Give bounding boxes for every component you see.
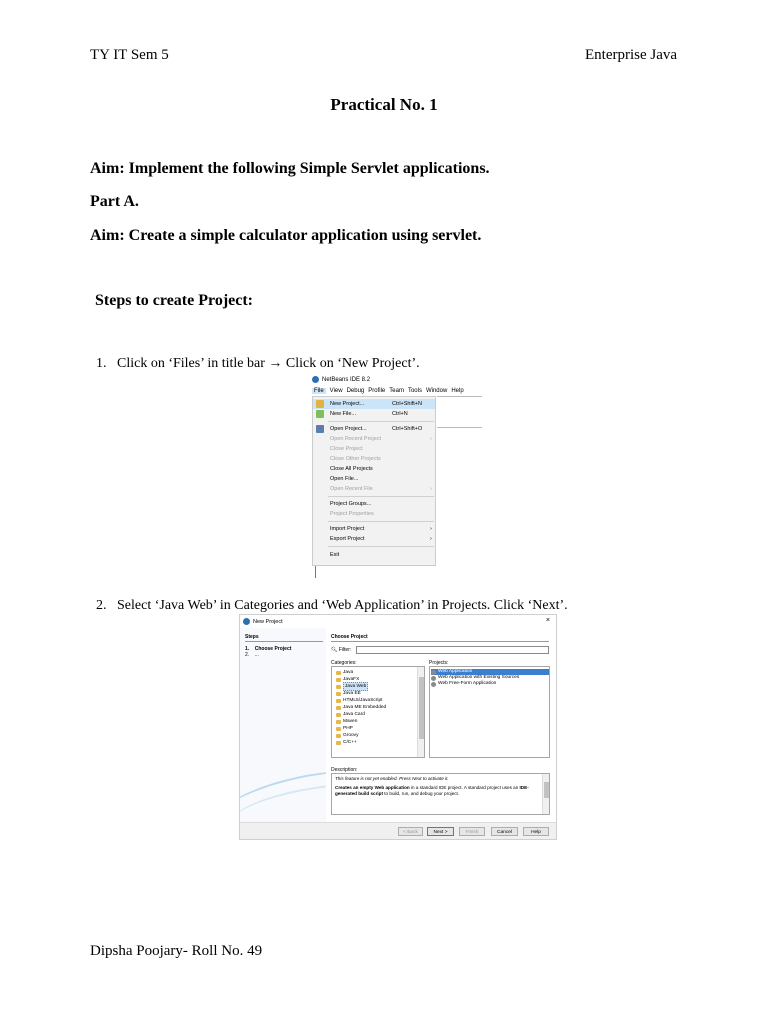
- folder-icon: [336, 699, 341, 703]
- search-icon: 🔍︎: [331, 647, 338, 653]
- category-label: PHP: [343, 726, 353, 731]
- projects-label: Projects:: [429, 660, 449, 666]
- folder-icon: [336, 720, 341, 724]
- menu-item-import-project[interactable]: [313, 524, 435, 534]
- menu-item-label: Close All Projects: [330, 466, 373, 472]
- menu-item-open-project[interactable]: [313, 424, 435, 434]
- description-bold-2: IDE-generated build script: [335, 785, 529, 796]
- wizard-steps-panel: [240, 628, 326, 822]
- project-label: Web Free-Form Application: [438, 681, 497, 686]
- help-button[interactable]: Help: [523, 827, 549, 836]
- menu-item-label: Export Project: [330, 536, 365, 542]
- header-right: Enterprise Java: [585, 47, 678, 63]
- menu-item-label: New Project...: [330, 401, 365, 407]
- practical-title: Practical No. 1: [330, 95, 438, 114]
- category-label: C/C++: [343, 740, 357, 745]
- steps-title: Steps: [245, 634, 259, 640]
- menu-debug[interactable]: Debug: [346, 388, 365, 394]
- menu-item-label: Project Groups...: [330, 501, 372, 507]
- close-icon[interactable]: ×: [545, 617, 550, 624]
- description-box: [331, 773, 550, 815]
- menu-item-new-project[interactable]: [313, 399, 435, 409]
- filter-input[interactable]: [356, 646, 549, 654]
- steps-divider: [245, 641, 323, 642]
- aim-sub: Aim: Create a simple calculator application using servlet.: [90, 227, 482, 244]
- submenu-arrow-icon: ›: [430, 536, 432, 542]
- menu-item-label: Close Other Projects: [330, 456, 381, 462]
- category-label: Java Web: [345, 684, 367, 689]
- category-label: JavaFX: [343, 677, 360, 682]
- folder-icon: [336, 727, 341, 731]
- panel-divider: [331, 641, 549, 642]
- description-bold-1: Creates an empty Web application: [335, 785, 410, 790]
- back-button[interactable]: < Back: [398, 827, 423, 836]
- menu-item-label: Import Project: [330, 526, 365, 532]
- submenu-arrow-icon: ›: [430, 526, 432, 532]
- menu-file[interactable]: File: [314, 388, 324, 394]
- menu-item-close-other-projects[interactable]: [313, 454, 435, 464]
- netbeans-window-title: NetBeans IDE 8.2: [322, 376, 371, 383]
- folder-icon: [336, 713, 341, 717]
- choose-project-panel: [328, 628, 555, 822]
- step-choose-project: 1. Choose Project: [245, 646, 292, 652]
- step-next: 2. ...: [245, 652, 259, 658]
- menu-item-shortcut: Ctrl+Shift+O: [392, 426, 423, 432]
- category-label: Maven: [343, 719, 358, 724]
- filter-label-text: Filter:: [338, 647, 352, 653]
- folder-icon: [336, 685, 341, 689]
- aim-main: Aim: Implement the following Simple Servlet applications.: [90, 160, 490, 177]
- new-file-icon: [316, 410, 324, 418]
- folder-icon: [336, 706, 341, 710]
- category-label: HTML5/JavaScript: [343, 698, 383, 703]
- dialog-titlebar: [240, 615, 556, 628]
- submenu-arrow-icon: ›: [430, 486, 432, 492]
- menu-item-close-all-projects[interactable]: [313, 464, 435, 474]
- description-body: [335, 785, 546, 797]
- finish-button[interactable]: Finish: [459, 827, 485, 836]
- new-project-icon: [316, 400, 324, 408]
- netbeans-logo-icon: [243, 618, 250, 625]
- category-java[interactable]: [336, 669, 353, 676]
- description-line-1: This feature is not yet enabled. Press Next to activate it.: [335, 776, 449, 781]
- menu-item-shortcut: Ctrl+N: [392, 411, 408, 417]
- footer-author: Dipsha Poojary- Roll No. 49: [90, 943, 263, 959]
- menu-item-label: New File...: [330, 411, 356, 417]
- menu-item-project-properties[interactable]: [313, 509, 435, 519]
- folder-icon: [336, 741, 341, 745]
- menu-item-open-recent-file[interactable]: [313, 484, 435, 494]
- menu-separator: [328, 421, 434, 422]
- submenu-arrow-icon: ›: [430, 436, 432, 442]
- header-left: TY IT Sem 5: [90, 47, 169, 63]
- next-button[interactable]: Next >: [427, 827, 454, 836]
- menu-item-open-file[interactable]: [313, 474, 435, 484]
- dialog-button-bar: [240, 822, 556, 840]
- category-label: Java: [343, 670, 354, 675]
- globe-icon: [431, 676, 436, 681]
- folder-icon: [336, 692, 341, 696]
- categories-scrollbar[interactable]: [417, 667, 424, 757]
- netbeans-menubar: [312, 386, 482, 396]
- menu-window[interactable]: Window: [425, 388, 448, 394]
- menu-separator: [328, 546, 434, 547]
- file-menu-dropdown: [312, 396, 436, 566]
- category-java-card[interactable]: [336, 711, 365, 718]
- category-cpp[interactable]: [336, 739, 357, 746]
- filter-label: [331, 647, 351, 653]
- dialog-title: New Project: [253, 618, 283, 625]
- panel-heading: Choose Project: [331, 634, 368, 640]
- netbeans-titlebar: [312, 374, 482, 385]
- category-html5[interactable]: [336, 697, 382, 704]
- menu-item-label: Open Recent File: [330, 486, 373, 492]
- description-label: Description:: [331, 767, 358, 773]
- menu-item-open-recent-project[interactable]: [313, 434, 435, 444]
- projects-list[interactable]: [429, 666, 550, 758]
- menu-tools[interactable]: Tools: [407, 388, 422, 394]
- category-label: Groovy: [343, 733, 359, 738]
- menu-item-project-groups[interactable]: [313, 499, 435, 509]
- editor-toolbar-lines: [437, 396, 482, 428]
- menu-item-label: Open Recent Project: [330, 436, 382, 442]
- category-php[interactable]: [336, 725, 353, 732]
- folder-icon: [336, 678, 341, 682]
- menu-view[interactable]: View: [329, 388, 343, 394]
- part-label: Part A.: [90, 193, 139, 210]
- menu-item-label: Open File...: [330, 476, 359, 482]
- scrollbar-thumb[interactable]: [544, 782, 549, 798]
- steps-heading: Steps to create Project:: [95, 292, 253, 309]
- globe-icon: [431, 682, 436, 687]
- menu-item-close-project[interactable]: [313, 444, 435, 454]
- category-label: Java Card: [343, 712, 365, 717]
- step-2-text: 2. Select ‘Java Web’ in Categories and ‘Web Application’ in Projects. Click ‘Next’.: [96, 598, 568, 613]
- description-scrollbar[interactable]: [542, 774, 549, 814]
- new-project-dialog-screenshot: [239, 614, 557, 840]
- category-java-me[interactable]: [336, 704, 386, 711]
- menu-item-new-file[interactable]: [313, 409, 435, 419]
- menu-item-shortcut: Ctrl+Shift+N: [392, 401, 422, 407]
- netbeans-logo-icon: [312, 376, 319, 383]
- category-java-ee[interactable]: [336, 690, 361, 697]
- menu-separator: [328, 496, 434, 497]
- scrollbar-thumb[interactable]: [419, 677, 424, 739]
- menu-item-label: Close Project: [330, 446, 363, 452]
- menu-help[interactable]: Help: [451, 388, 464, 394]
- open-project-icon: [316, 425, 324, 433]
- folder-icon: [336, 671, 341, 675]
- description-rest-2: to build, run, and debug your project.: [383, 791, 460, 796]
- categories-label: Categories:: [331, 660, 357, 666]
- cancel-button[interactable]: Cancel: [491, 827, 518, 836]
- menu-item-label: Open Project...: [330, 426, 367, 432]
- project-label: Web Application with Existing Sources: [438, 675, 520, 680]
- menu-team[interactable]: Team: [389, 388, 404, 394]
- menu-profile[interactable]: Profile: [368, 388, 386, 394]
- netbeans-file-menu-screenshot: [312, 374, 482, 578]
- category-label: Java ME Embedded: [343, 705, 387, 710]
- folder-icon: [336, 734, 341, 738]
- globe-icon: [431, 670, 436, 675]
- category-maven[interactable]: [336, 718, 357, 725]
- category-groovy[interactable]: [336, 732, 358, 739]
- description-rest-1: in a standard IDE project. A standard project uses an: [409, 785, 519, 790]
- step-1-text: 1. Click on ‘Files’ in title bar → Click on ‘New Project’.: [96, 356, 420, 371]
- category-java-web[interactable]: [336, 683, 368, 690]
- categories-list[interactable]: [331, 666, 425, 758]
- menu-separator: [328, 521, 434, 522]
- menu-item-export-project[interactable]: [313, 534, 435, 544]
- editor-edge-line: [315, 566, 316, 578]
- project-label: Web Application: [438, 669, 473, 674]
- project-web-free-form[interactable]: [431, 681, 549, 687]
- menu-item-label: Project Properties: [330, 511, 374, 517]
- category-label: Java EE: [343, 691, 361, 696]
- menu-item-label: Exit: [330, 552, 340, 558]
- menu-item-exit[interactable]: [313, 550, 435, 560]
